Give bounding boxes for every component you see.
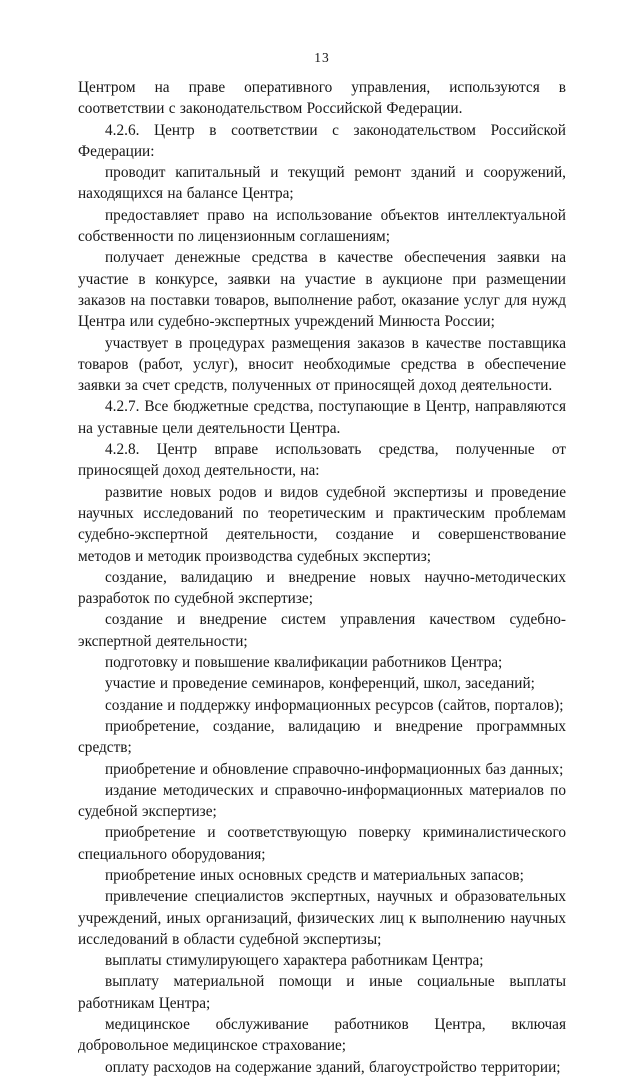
paragraph: предоставляет право на использование объектов интеллектуальной собственности по лицензионным соглашениям; <box>78 206 566 246</box>
paragraph: издание методических и справочно-информационных материалов по судебной экспертизе; <box>78 781 566 821</box>
paragraph: приобретение и соответствующую поверку криминалистического специального оборудования; <box>78 824 566 863</box>
paragraph: приобретение и обновление справочно-информационных баз данных; <box>105 760 564 778</box>
paragraph: 4.2.6. Центр в соответствии с законодательством Российской Федерации: <box>78 121 566 160</box>
paragraph: выплату материальной помощи и иные социальные выплаты работникам Центра; <box>78 973 566 1012</box>
paragraph: подготовку и повышение квалификации работников Центра; <box>105 654 503 672</box>
page-number: 13 <box>314 50 330 65</box>
paragraph: проводит капитальный и текущий ремонт зданий и сооружений, находящихся на балансе Центра; <box>78 164 566 203</box>
paragraph: 4.2.8. Центр вправе использовать средства, полученные от приносящей доход деятельности, на: <box>78 441 566 480</box>
document-body <box>78 77 566 1078</box>
paragraph: приобретение иных основных средств и материальных запасов; <box>105 866 524 884</box>
paragraph: 4.2.7. Все бюджетные средства, поступающие в Центр, направляются на уставные цели деятельности Центра. <box>78 398 566 437</box>
paragraph: оплату расходов на содержание зданий, благоустройство территории; <box>105 1058 561 1076</box>
paragraph: медицинское обслуживание работников Центра, включая добровольное медицинское страхование; <box>78 1016 566 1055</box>
paragraph: Центром на праве оперативного управления, используются в соответствии с законодательством Российской Федерации. <box>78 79 566 118</box>
paragraph: создание, валидацию и внедрение новых научно-методических разработок по судебной экспертизе; <box>78 568 566 608</box>
paragraph: приобретение, создание, валидацию и внедрение программных средств; <box>78 717 566 757</box>
paragraph: выплаты стимулирующего характера работникам Центра; <box>105 952 484 970</box>
paragraph: привлечение специалистов экспертных, научных и образовательных учреждений, иных организаций, физических лиц к выполнению научных исследований в области судебной экспертизы; <box>78 888 566 948</box>
paragraph: создание и поддержку информационных ресурсов (сайтов, порталов); <box>105 696 564 714</box>
paragraph: участвует в процедурах размещения заказов в качестве поставщика товаров (работ, услуг), вносит необходимые средства в обеспечение заявки за счет средств, полученных от приносящей доход деятельности. <box>78 334 566 395</box>
paragraph: развитие новых родов и видов судебной экспертизы и проведение научных исследований по теоретическим и практическим проблемам судебно-экспертной деятельности, создание и совершенствование методов и методик производства судебных экспертиз; <box>78 483 566 565</box>
paragraph: участие и проведение семинаров, конференций, школ, заседаний; <box>105 675 535 693</box>
paragraph: создание и внедрение систем управления качеством судебно-экспертной деятельности; <box>78 611 566 650</box>
paragraph: получает денежные средства в качестве обеспечения заявки на участие в конкурсе, заявки на участие в аукционе при размещении заказов на поставки товаров, выполнение работ, оказание услуг для нужд Центра или судебно-экспертных учреждений Минюста России; <box>78 249 566 331</box>
